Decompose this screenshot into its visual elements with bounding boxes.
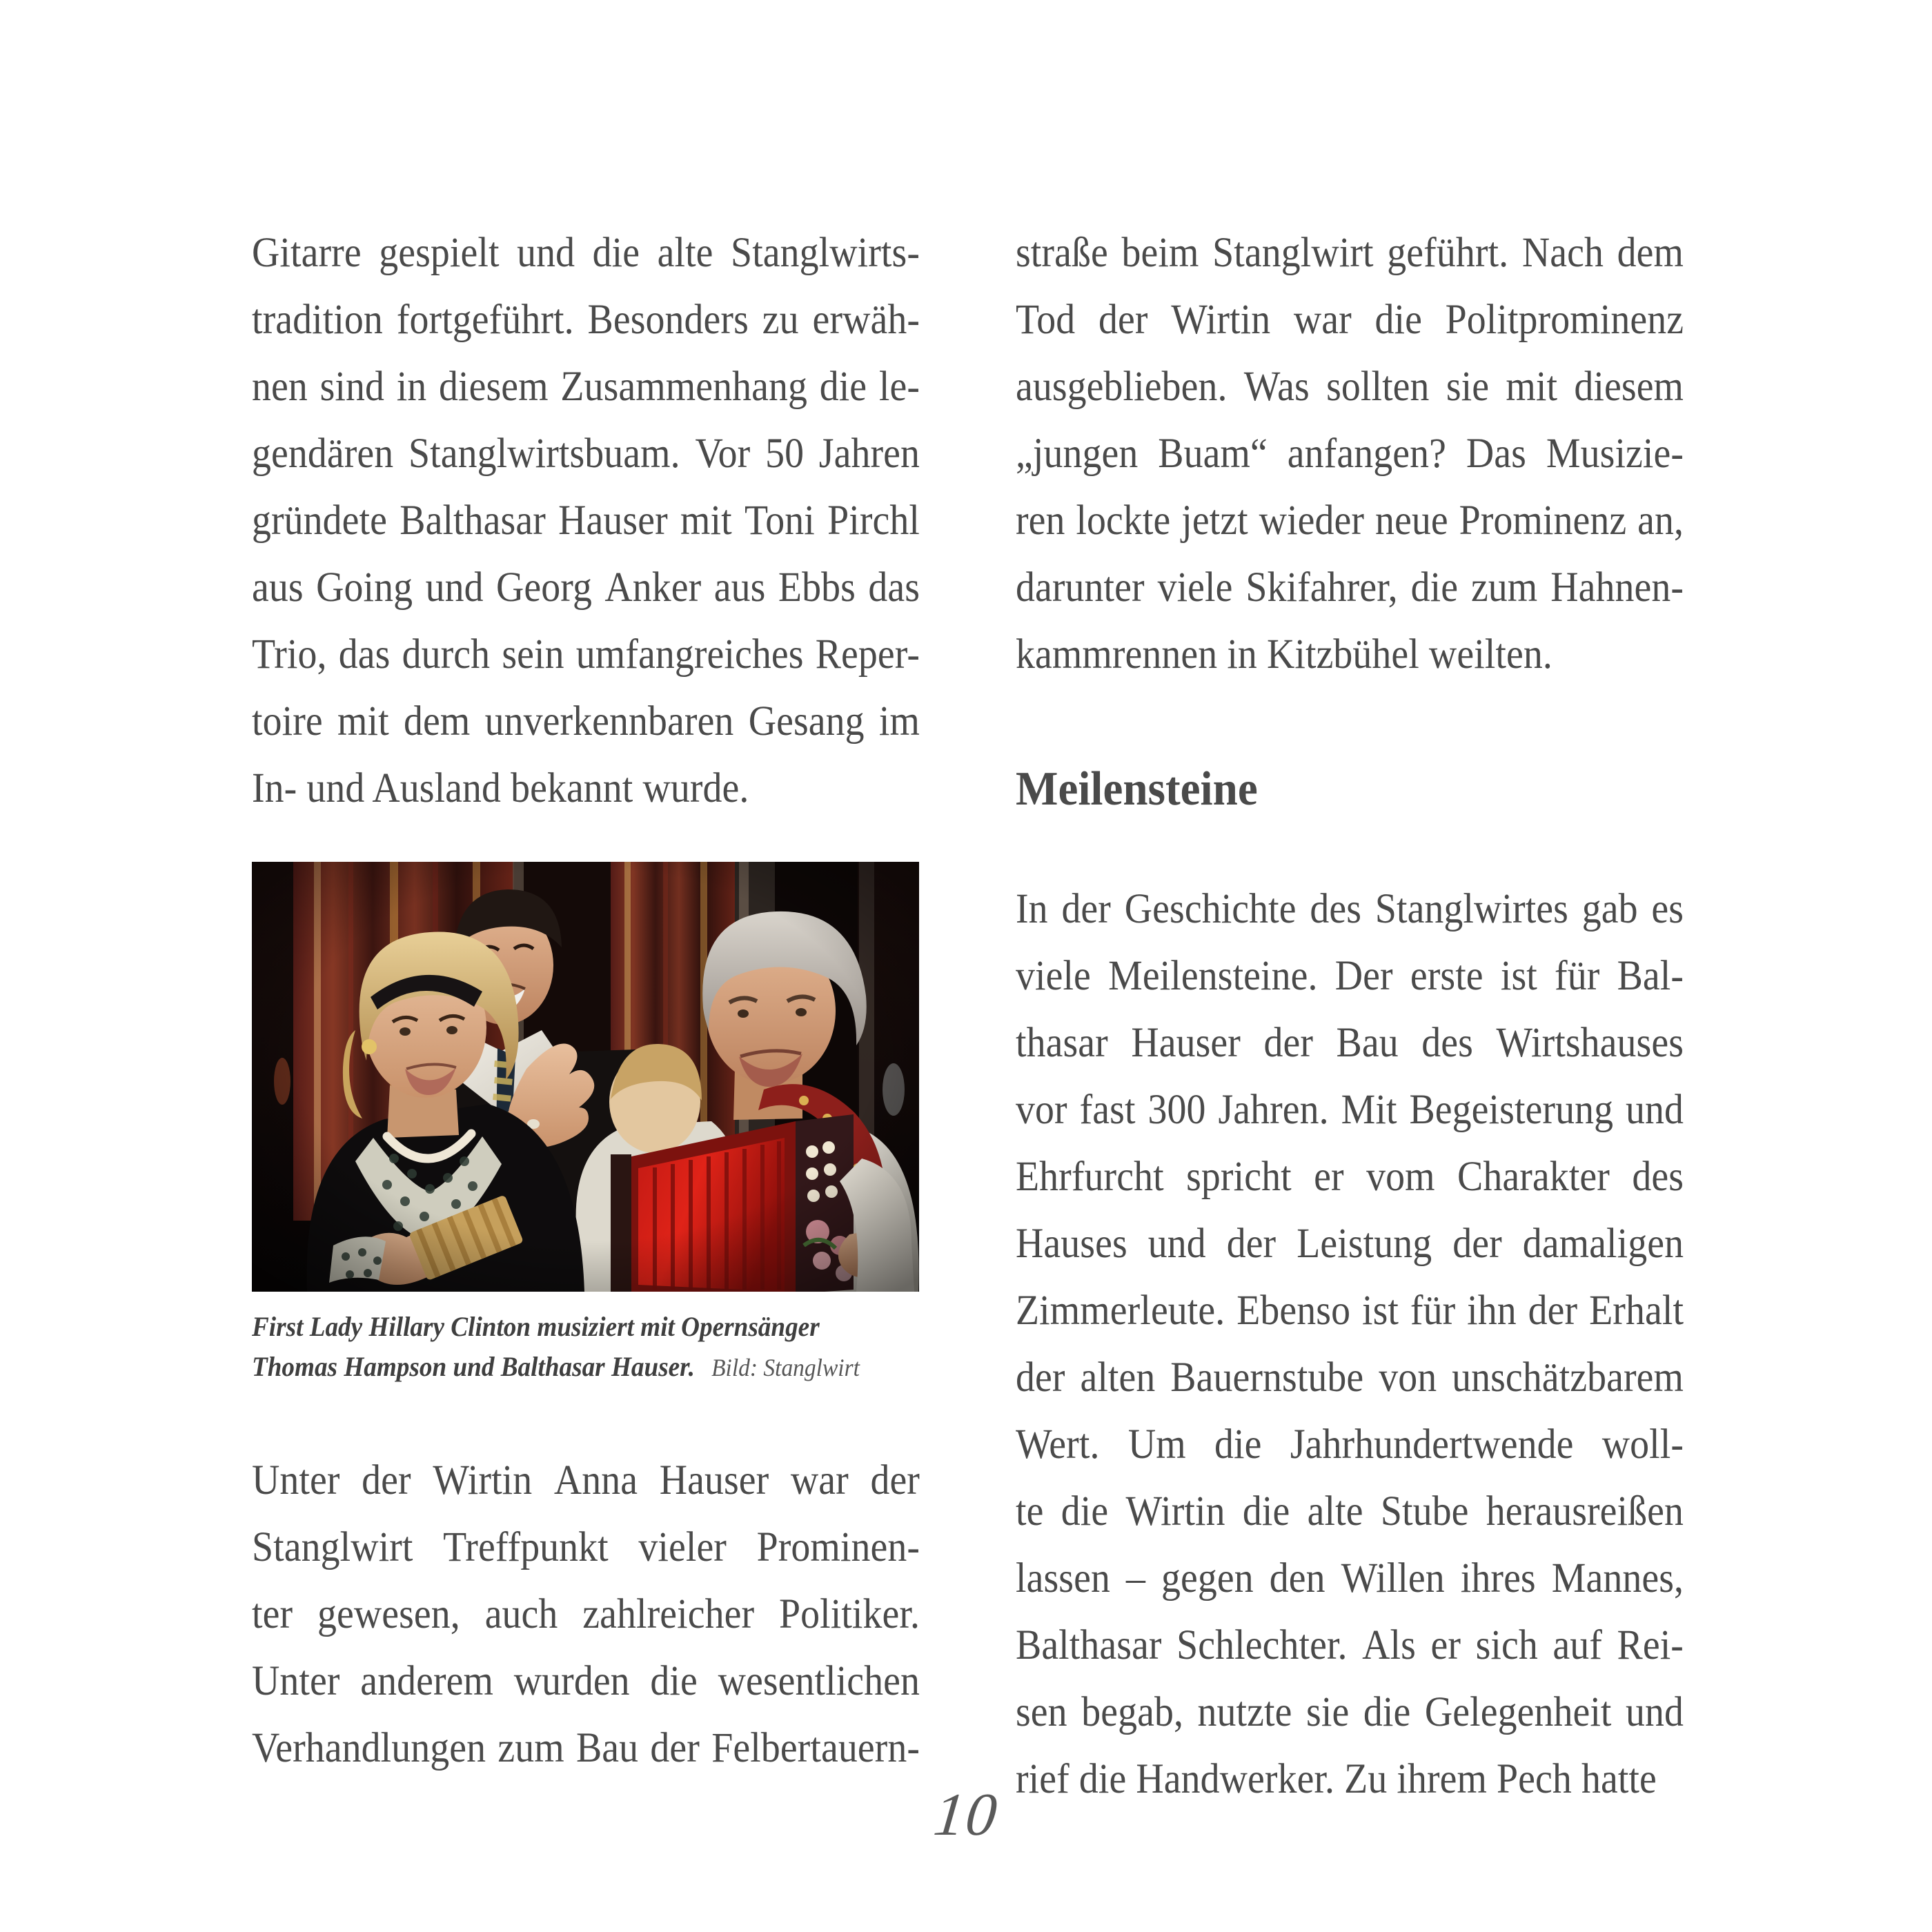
text-line: Balthasar Schlechter. Als er sich auf Rei- [1016, 1622, 1684, 1668]
paragraph-left-1 [252, 219, 920, 822]
text-line: Zimmerleute. Ebenso ist für ihn der Erhalt [1016, 1288, 1684, 1334]
paragraph-right-1 [1016, 219, 1684, 688]
text-line: Verhandlungen zum Bau der Felbertauern- [252, 1725, 920, 1771]
text-line: viele Meilensteine. Der erste ist für Bal- [1016, 953, 1684, 999]
text-line: vor fast 300 Jahren. Mit Begeisterung und [1016, 1087, 1684, 1133]
text-line: Ehrfurcht spricht er vom Charakter des [1016, 1154, 1684, 1200]
text-line: Unter der Wirtin Anna Hauser war der [252, 1457, 920, 1504]
text-line: Wert. Um die Jahrhundertwende woll- [1016, 1421, 1684, 1468]
photo-hillary-clinton-musizieren [252, 862, 919, 1292]
text-line: te die Wirtin die alte Stube herausreißen [1016, 1488, 1684, 1535]
text-line: In der Geschichte des Stanglwirtes gab es [1016, 886, 1684, 932]
text-line: der alten Bauernstube von unschätzbarem [1016, 1354, 1684, 1401]
photo-credit: Bild: Stanglwirt [711, 1354, 860, 1381]
text-line: Gitarre gespielt und die alte Stanglwirts- [252, 230, 920, 276]
text-line: Stanglwirt Treffpunkt vieler Prominen- [252, 1524, 920, 1570]
left-column [252, 219, 920, 1813]
text-line: gründete Balthasar Hauser mit Toni Pirchl [252, 497, 920, 544]
text-line: Tod der Wirtin war die Politprominenz [1016, 297, 1684, 343]
text-line: gendären Stanglwirtsbuam. Vor 50 Jahren [252, 431, 920, 477]
text-line: straße beim Stanglwirt geführt. Nach dem [1016, 230, 1684, 276]
paragraph-right-2 [1016, 876, 1684, 1813]
text-line: rief die Handwerker. Zu ihrem Pech hatte [1016, 1756, 1657, 1802]
text-line: aus Going und Georg Anker aus Ebbs das [252, 564, 920, 611]
text-line: ren lockte jetzt wieder neue Prominenz an, [1016, 497, 1684, 544]
photo-caption [252, 1307, 920, 1388]
text-line: Unter anderem wurden die wesentlichen [252, 1658, 920, 1704]
text-line: nen sind in diesem Zusammenhang die le- [252, 364, 920, 410]
two-column-layout [252, 219, 1684, 1813]
section-heading-meilensteine: Meilensteine [1016, 762, 1258, 816]
caption-line [252, 1347, 873, 1388]
text-line: kammrennen in Kitzbühel weilten. [1016, 631, 1552, 678]
page-number: 10 [930, 1782, 1002, 1849]
text-line: ausgeblieben. Was sollten sie mit diesem [1016, 364, 1684, 410]
caption-line: First Lady Hillary Clinton musiziert mit Opernsänger [252, 1311, 820, 1342]
right-column [1016, 219, 1684, 1813]
text-line: toire mit dem unverkennbaren Gesang im [252, 698, 920, 745]
photo-figure [252, 862, 920, 1388]
paragraph-left-2 [252, 1447, 920, 1782]
text-line: ter gewesen, auch zahlreicher Politiker. [252, 1591, 920, 1637]
text-line: tradition fortgeführt. Besonders zu erwäh- [252, 297, 920, 343]
caption-line-text: Thomas Hampson und Balthasar Hauser. [252, 1351, 695, 1382]
text-line: In- und Ausland bekannt wurde. [252, 765, 749, 811]
text-line: Trio, das durch sein umfangreiches Reper- [252, 631, 920, 678]
text-line: „jungen Buam“ anfangen? Das Musizie- [1016, 431, 1684, 477]
text-line: darunter viele Skifahrer, die zum Hahnen- [1016, 564, 1684, 611]
text-line: sen begab, nutzte sie die Gelegenheit und [1016, 1689, 1684, 1735]
text-line: lassen – gegen den Willen ihres Mannes, [1016, 1555, 1684, 1601]
text-line: Hauses und der Leistung der damaligen [1016, 1221, 1684, 1267]
text-line: thasar Hauser der Bau des Wirtshauses [1016, 1020, 1684, 1066]
